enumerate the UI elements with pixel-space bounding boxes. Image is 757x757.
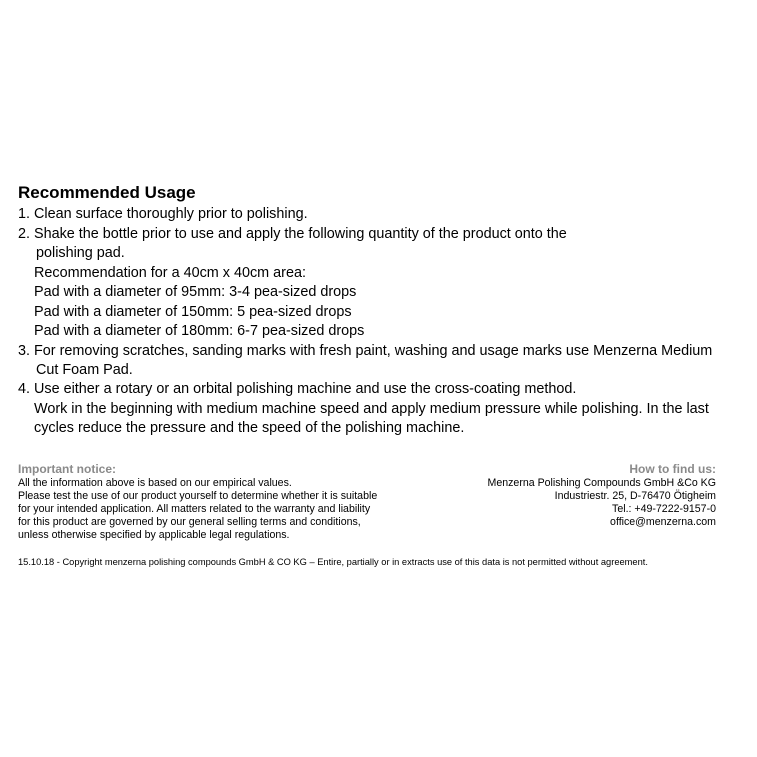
usage-line: 1. Clean surface thoroughly prior to polishing. (18, 206, 308, 222)
usage-line: Pad with a diameter of 95mm: 3-4 pea-sized drops (34, 284, 357, 300)
copyright-line: 15.10.18 - Copyright menzerna polishing compounds GmbH & CO KG – Entire, partially or in extracts use of this data is not permitted without agreement. (18, 557, 648, 567)
usage-line: 2. Shake the bottle prior to use and apply the following quantity of the product onto the (18, 226, 567, 242)
notice-line: All the information above is based on our empirical values. (18, 477, 292, 489)
notice-line: Please test the use of our product yourself to determine whether it is suitable (18, 490, 378, 502)
contact-company: Menzerna Polishing Compounds GmbH &Co KG (487, 477, 716, 489)
contact-title: How to find us: (629, 462, 716, 476)
usage-line: cycles reduce the pressure and the speed of the polishing machine. (34, 420, 465, 436)
contact-email[interactable]: office@menzerna.com (610, 516, 716, 528)
section-heading: Recommended Usage (18, 183, 196, 202)
usage-line: Pad with a diameter of 180mm: 6-7 pea-sized drops (34, 323, 365, 339)
notice-line: unless otherwise specified by applicable legal regulations. (18, 529, 290, 541)
usage-line: Cut Foam Pad. (36, 362, 133, 378)
usage-line: Recommendation for a 40cm x 40cm area: (34, 265, 306, 281)
contact-address: Industriestr. 25, D-76470 Ötigheim (554, 490, 716, 502)
usage-line: polishing pad. (36, 245, 125, 261)
contact-phone: Tel.: +49-7222-9157-0 (612, 503, 716, 515)
usage-line: 4. Use either a rotary or an orbital polishing machine and use the cross-coating method. (18, 381, 577, 397)
notice-title: Important notice: (18, 462, 116, 476)
notice-line: for your intended application. All matters related to the warranty and liability (18, 503, 371, 515)
usage-line: Work in the beginning with medium machine speed and apply medium pressure while polishing. In the last (34, 401, 709, 417)
usage-line: Pad with a diameter of 150mm: 5 pea-sized drops (34, 304, 352, 320)
usage-line: 3. For removing scratches, sanding marks with fresh paint, washing and usage marks use Menzerna Medium (18, 343, 713, 359)
notice-line: for this product are governed by our general selling terms and conditions, (18, 516, 361, 528)
